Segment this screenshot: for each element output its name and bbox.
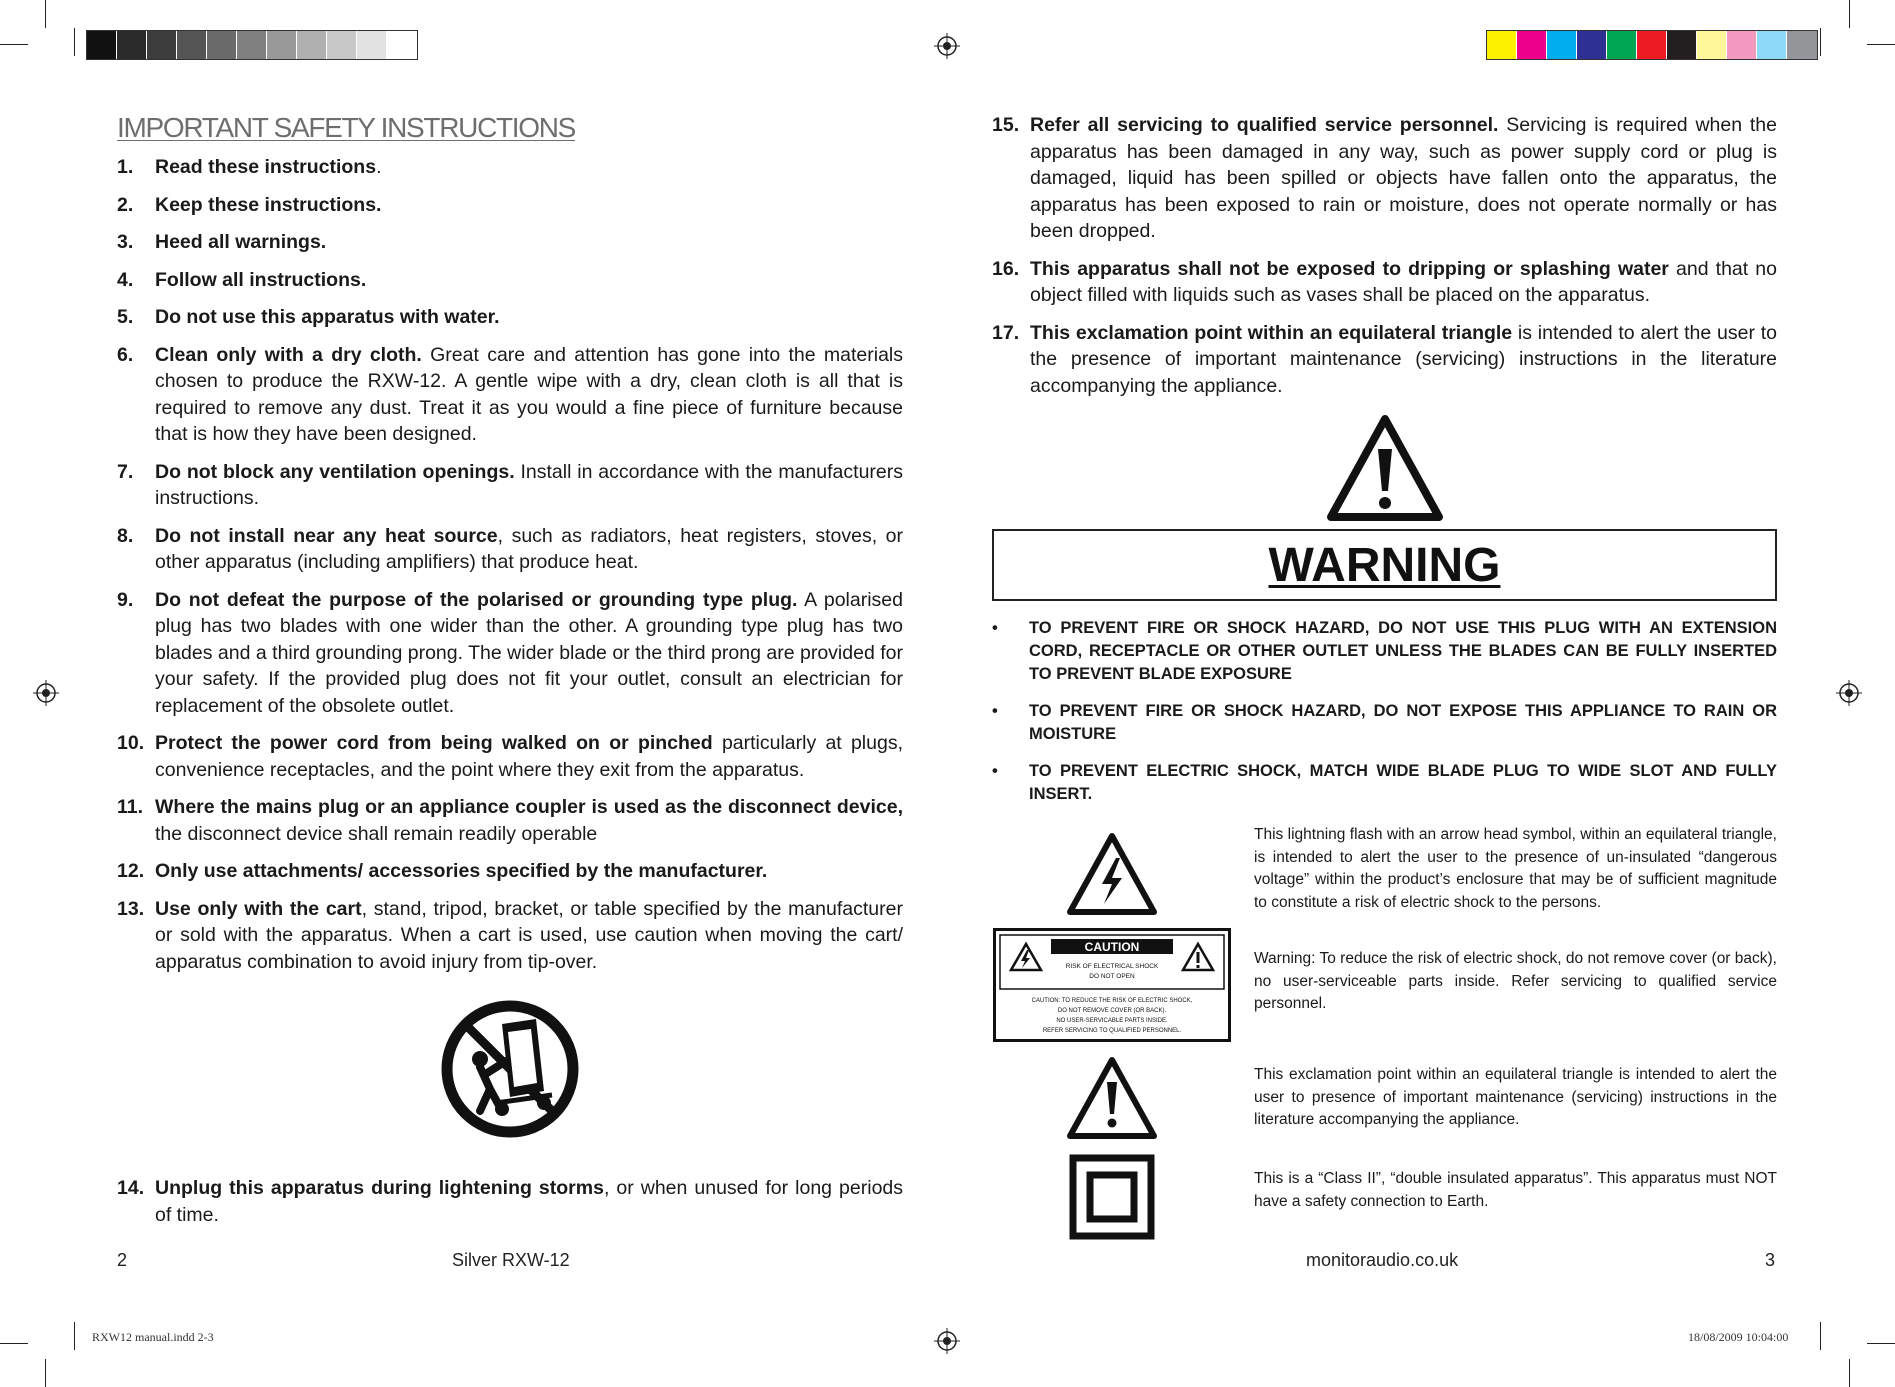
exclamation-triangle-icon: [1327, 415, 1443, 521]
caution-line: NO USER-SERVICABLE PARTS INSIDE.: [1056, 1018, 1168, 1024]
item-number: 3.: [117, 231, 134, 253]
instruction-item: [117, 896, 903, 976]
symbol-row-lightning: [992, 824, 1777, 916]
instruction-item: [117, 523, 903, 576]
swatch: [117, 31, 147, 59]
instruction-item: [117, 587, 903, 720]
item-heading: Do not defeat the purpose of the polarised or grounding type plug.: [155, 588, 798, 611]
symbol-cell: [992, 1056, 1232, 1140]
caution-risk-line: RISK OF ELECTRICAL SHOCK: [1065, 963, 1159, 970]
symbol-row-caution: [992, 928, 1777, 1042]
item-text: .: [376, 156, 382, 178]
symbol-description: Warning: To reduce the risk of electric shock, do not remove cover (or back), no user-serviceable parts inside. Refer servicing to qualified service personnel.: [1254, 950, 1777, 1012]
item-number: 1.: [117, 156, 134, 178]
item-number: 4.: [117, 268, 134, 291]
warning-banner: [992, 529, 1777, 601]
crop-mark: [0, 44, 28, 45]
item-heading: Do not install near any heat source: [155, 524, 498, 547]
swatch: [1667, 31, 1697, 59]
item-text: and that no object filled with liquids such as vases shall be placed on the apparatus.: [1030, 257, 1777, 306]
item-number: 2.: [117, 193, 134, 216]
swatch: [297, 31, 327, 59]
warning-bullet: [992, 617, 1777, 686]
item-heading: Protect the power cord from being walked on or pinched: [155, 732, 713, 754]
crop-mark: [1849, 1359, 1850, 1387]
registration-mark-icon: [934, 1328, 960, 1354]
registration-mark-icon: [934, 33, 960, 59]
instruction-item: [992, 256, 1777, 309]
item-heading: Clean only with a dry cloth.: [155, 343, 422, 366]
item-heading: Unplug this apparatus during lightening storms: [155, 1177, 604, 1199]
swatch: [147, 31, 177, 59]
crop-mark: [45, 1359, 46, 1387]
item-number: 12.: [117, 860, 145, 882]
item-heading: This exclamation point within an equilateral triangle: [1030, 321, 1513, 344]
instruction-item: [117, 192, 903, 219]
instruction-item: [117, 154, 903, 181]
slug-filename: RXW12 manual.indd 2-3: [92, 1330, 214, 1344]
item-heading: Read these instructions: [155, 156, 377, 178]
bullet-icon: •: [992, 762, 998, 780]
item-heading: Follow all instructions.: [155, 268, 367, 291]
swatch: [1787, 31, 1817, 59]
swatch: [327, 31, 357, 59]
swatch: [1637, 31, 1667, 59]
instruction-item: [117, 794, 903, 847]
swatch: [267, 31, 297, 59]
item-number: 16.: [992, 257, 1020, 280]
warning-heading: WARNING: [1268, 538, 1501, 592]
warning-bullet: [992, 760, 1777, 806]
item-heading: Refer all servicing to qualified service personnel.: [1030, 114, 1499, 136]
item-text: particularly at plugs, convenience receptacles, and the point where they exit from the apparatus.: [155, 732, 903, 781]
symbol-description: This lightning flash with an arrow head symbol, within an equilateral triangle, is intended to alert the user to the presence of un-insulated “dangerous voltage” within the product’s enclosure that may be of sufficient magnitude to constitute a risk of electric shock to the persons.: [1254, 826, 1777, 911]
bullet-icon: •: [992, 619, 998, 637]
bullet-icon: •: [992, 702, 998, 720]
swatch: [1727, 31, 1757, 59]
lightning-triangle-icon: [1066, 832, 1158, 916]
item-text: the disconnect device shall remain readily operable: [155, 822, 598, 845]
crop-mark: [1820, 28, 1821, 56]
double-insulated-icon: [1069, 1154, 1155, 1240]
symbol-row-class2: [992, 1154, 1777, 1240]
item-heading: This apparatus shall not be exposed to dripping or splashing water: [1030, 257, 1669, 280]
item-number: 8.: [117, 524, 134, 547]
swatch: [1487, 31, 1517, 59]
right-page: [992, 112, 1777, 1240]
swatch: [1547, 31, 1577, 59]
instruction-item: [117, 229, 903, 256]
caution-label-icon: [993, 928, 1231, 1042]
item-heading: Only use attachments/ accessories specified by the manufacturer.: [155, 860, 768, 882]
item-text: Install in accordance with the manufacturers instructions.: [155, 460, 903, 509]
item-text: , or when unused for long periods of time.: [155, 1177, 904, 1226]
symbol-cell: [992, 824, 1232, 916]
grayscale-bar: [86, 30, 418, 60]
item-heading: Do not use this apparatus with water.: [155, 306, 500, 328]
slug-date: 18/08/2009 10:04:00: [1688, 1330, 1789, 1344]
item-text: , such as radiators, heat registers, stoves, or other apparatus (including amplifiers) that produce heat.: [155, 524, 904, 573]
symbol-description: This is a “Class II”, “double insulated apparatus”. This apparatus must NOT have a safety connection to Earth.: [1254, 1170, 1777, 1210]
item-text: Great care and attention has gone into the materials chosen to produce the RXW-12. A gentle wipe with a dry, clean cloth is all that is required to remove any dust. Treat it as you would a fine piece of furniture because that is how they have been designed.: [155, 343, 904, 445]
instruction-item: [992, 320, 1777, 400]
exclamation-triangle-icon: [1066, 1056, 1158, 1140]
instruction-item: [117, 1175, 903, 1228]
page-number-right: 3: [1765, 1250, 1776, 1270]
instruction-item: [117, 304, 903, 331]
item-heading: Heed all warnings.: [155, 231, 327, 253]
left-page: [117, 112, 903, 1239]
crop-mark: [74, 28, 75, 56]
item-heading: Where the mains plug or an appliance coupler is used as the disconnect device,: [155, 796, 903, 818]
crop-mark: [45, 0, 46, 28]
crop-mark: [1867, 44, 1895, 45]
item-number: 15.: [992, 114, 1020, 136]
footer-website: monitoraudio.co.uk: [1306, 1250, 1459, 1270]
swatch: [1607, 31, 1637, 59]
warning-triangle-figure: [992, 415, 1777, 521]
bullet-text: TO PREVENT ELECTRIC SHOCK, MATCH WIDE BLADE PLUG TO WIDE SLOT AND FULLY INSERT.: [1029, 762, 1777, 803]
caution-title: CAUTION: [1084, 940, 1140, 954]
instruction-item: [992, 112, 1777, 245]
swatch: [357, 31, 387, 59]
crop-mark: [1867, 1343, 1895, 1344]
symbol-description: This exclamation point within an equilateral triangle is intended to alert the user to presence of important maintenance (servicing) instructions in the literature accompanying the appliance.: [1254, 1066, 1777, 1128]
registration-mark-icon: [1836, 680, 1862, 706]
caution-line: REFER SERVICING TO QUALIFIED PERSONNEL.: [1042, 1028, 1182, 1034]
item-number: 10.: [117, 732, 145, 754]
swatch: [1757, 31, 1787, 59]
item-heading: Do not block any ventilation openings.: [155, 460, 515, 483]
swatch: [1517, 31, 1547, 59]
item-number: 7.: [117, 460, 134, 483]
color-bar: [1486, 30, 1818, 60]
caution-line: DO NOT REMOVE COVER (OR BACK).: [1057, 1008, 1167, 1014]
registration-mark-icon: [33, 680, 59, 706]
instruction-item: [117, 342, 903, 448]
item-text: Servicing is required when the apparatus has been damaged in any way, such as power supply cord or plug is damaged, liquid has been spilled or objects have fallen onto the apparatus, the apparatus has been exposed to rain or moisture, does not operate normally or has been dropped.: [1030, 114, 1777, 242]
item-text: is intended to alert the user to the presence of important maintenance (servicing) instructions in the literature accompanying the appliance.: [1030, 321, 1777, 397]
instruction-item: [117, 858, 903, 885]
item-number: 5.: [117, 306, 134, 328]
page-number-left: 2: [117, 1250, 128, 1270]
warning-bullet: [992, 700, 1777, 746]
item-number: 9.: [117, 588, 134, 611]
swatch: [1577, 31, 1607, 59]
symbol-cell: [992, 1154, 1232, 1240]
crop-mark: [0, 1343, 28, 1344]
swatch: [387, 31, 417, 59]
item-number: 13.: [117, 897, 145, 920]
swatch: [177, 31, 207, 59]
cart-tip-over-icon: [440, 999, 580, 1139]
swatch: [237, 31, 267, 59]
bullet-text: TO PREVENT FIRE OR SHOCK HAZARD, DO NOT EXPOSE THIS APPLIANCE TO RAIN OR MOISTURE: [1029, 702, 1777, 743]
crop-mark: [1849, 0, 1850, 28]
swatch: [87, 31, 117, 59]
item-number: 6.: [117, 343, 134, 366]
cart-warning-figure: [117, 999, 903, 1151]
crop-mark: [1820, 1322, 1821, 1350]
footer-model: Silver RXW-12: [452, 1250, 570, 1270]
swatch: [1697, 31, 1727, 59]
bullet-text: TO PREVENT FIRE OR SHOCK HAZARD, DO NOT USE THIS PLUG WITH AN EXTENSION CORD, RECEPTACLE OR OTHER OUTLET UNLESS THE BLADES CAN BE FULLY INSERTED TO PREVENT BLADE EXPOSURE: [1029, 619, 1777, 683]
item-heading: Use only with the cart: [155, 897, 362, 920]
item-heading: Keep these instructions.: [155, 193, 382, 216]
item-text: , stand, tripod, bracket, or table specified by the manufacturer or sold with the apparatus. When a cart is used, use caution when moving the cart/ apparatus combination to avoid injury from tip-over.: [155, 897, 903, 973]
item-number: 14.: [117, 1177, 145, 1199]
swatch: [207, 31, 237, 59]
item-number: 17.: [992, 321, 1020, 344]
symbol-row-exclamation: [992, 1056, 1777, 1140]
caution-line: CAUTION: TO REDUCE THE RISK OF ELECTRIC SHOCK,: [1031, 998, 1193, 1004]
caution-risk-line: DO NOT OPEN: [1089, 973, 1135, 980]
item-number: 11.: [117, 796, 144, 818]
crop-mark: [74, 1322, 75, 1350]
item-text: A polarised plug has two blades with one wider than the other. A grounding type plug has two blades and a third grounding prong. The wider blade or the third prong are provided for your safety. If the provided plug does not fit your outlet, consult an electrician for replacement of the obsolete outlet.: [155, 588, 903, 717]
instruction-item: [117, 459, 903, 512]
instruction-item: [117, 730, 903, 783]
section-title: IMPORTANT SAFETY INSTRUCTIONS: [117, 112, 576, 143]
symbol-cell: [992, 928, 1232, 1042]
instruction-item: [117, 267, 903, 294]
